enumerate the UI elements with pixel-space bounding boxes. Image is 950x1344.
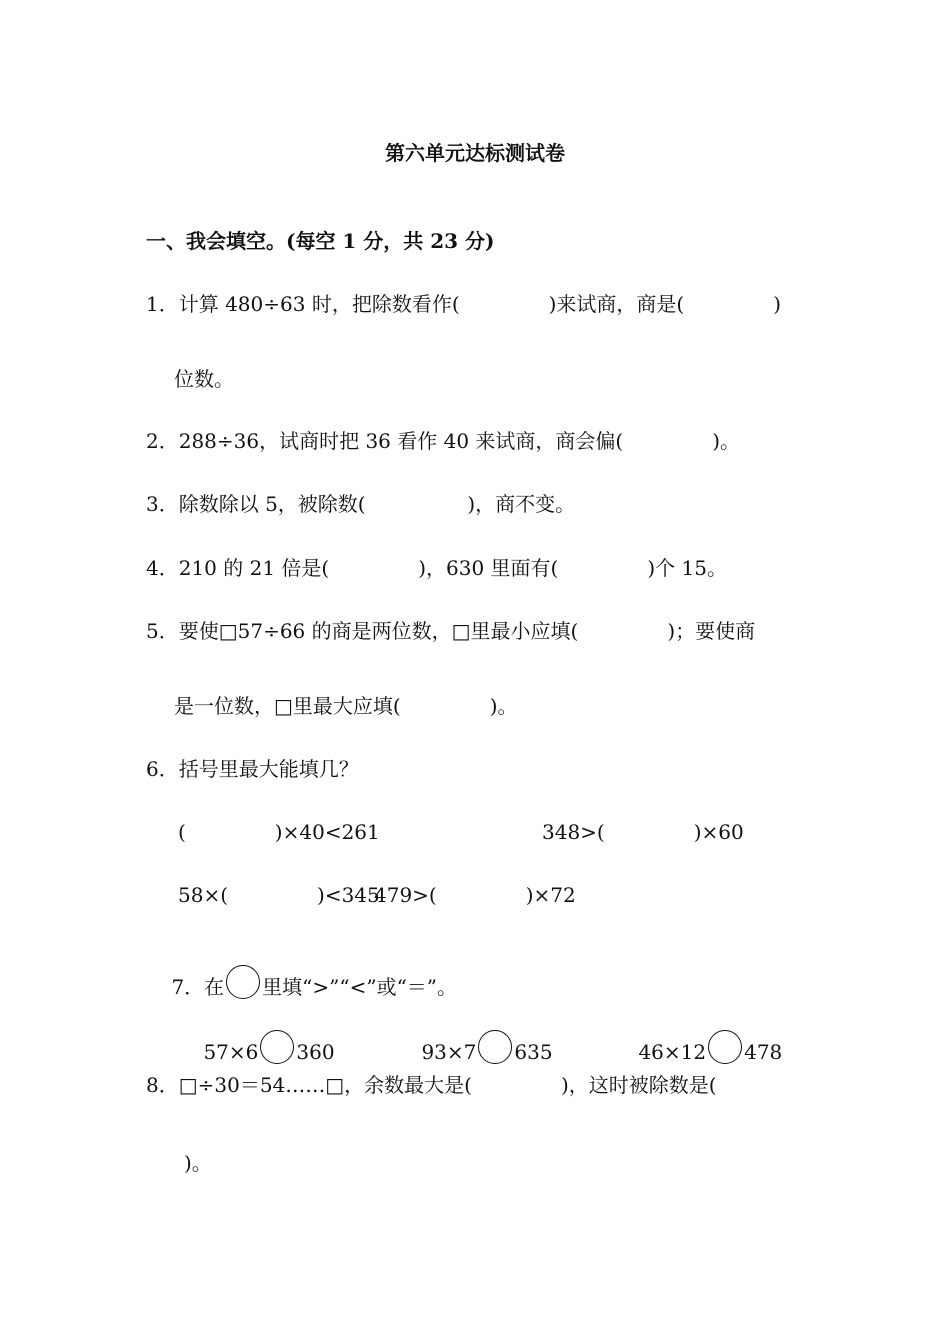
section-heading: 一、我会填空。(每空 1 分，共 23 分) bbox=[146, 229, 495, 253]
question-7-item-1: 57×6 360 bbox=[178, 1013, 335, 1091]
question-6-item-1: ( )×40<261 bbox=[178, 820, 380, 844]
question-1-line-1: 1．计算 480÷63 时，把除数看作( )来试商，商是( ) bbox=[146, 292, 782, 316]
question-8-line-2: )。 bbox=[184, 1151, 212, 1175]
question-5-line-2: 是一位数，□里最大应填( )。 bbox=[174, 694, 518, 718]
question-6: 6．括号里最大能填几？ bbox=[146, 757, 359, 781]
question-4: 4．210 的 21 倍是( )，630 里面有( )个 15。 bbox=[146, 556, 727, 580]
circle-blank-icon bbox=[260, 1030, 294, 1064]
question-2: 2．288÷36，试商时把 36 看作 40 来试商，商会偏( )。 bbox=[146, 429, 741, 453]
question-1-line-2: 位数。 bbox=[174, 367, 234, 391]
question-5-line-1: 5．要使□57÷66 的商是两位数，□里最小应填( )；要使商 bbox=[146, 619, 756, 643]
question-7-number: 7．在 bbox=[171, 975, 225, 999]
page-title: 第六单元达标测试卷 bbox=[385, 141, 565, 165]
question-3: 3．除数除以 5，被除数( )，商不变。 bbox=[146, 492, 576, 516]
circle-blank-icon bbox=[226, 965, 260, 999]
question-7-text: 里填“>”“<”或“＝”。 bbox=[262, 975, 458, 999]
question-8-line-1: 8．□÷30＝54……□，余数最大是( )，这时被除数是( bbox=[146, 1073, 717, 1097]
circle-blank-icon bbox=[708, 1030, 742, 1064]
question-6-item-2: 348>( )×60 bbox=[542, 820, 744, 844]
question-6-item-3: 58×( )<345 bbox=[178, 883, 380, 907]
question-6-item-4: 479>( )×72 bbox=[374, 883, 576, 907]
question-7-item-3: 46×12 478 bbox=[613, 1013, 782, 1091]
question-7-item-2: 93×7 635 bbox=[396, 1013, 553, 1091]
circle-blank-icon bbox=[478, 1030, 512, 1064]
